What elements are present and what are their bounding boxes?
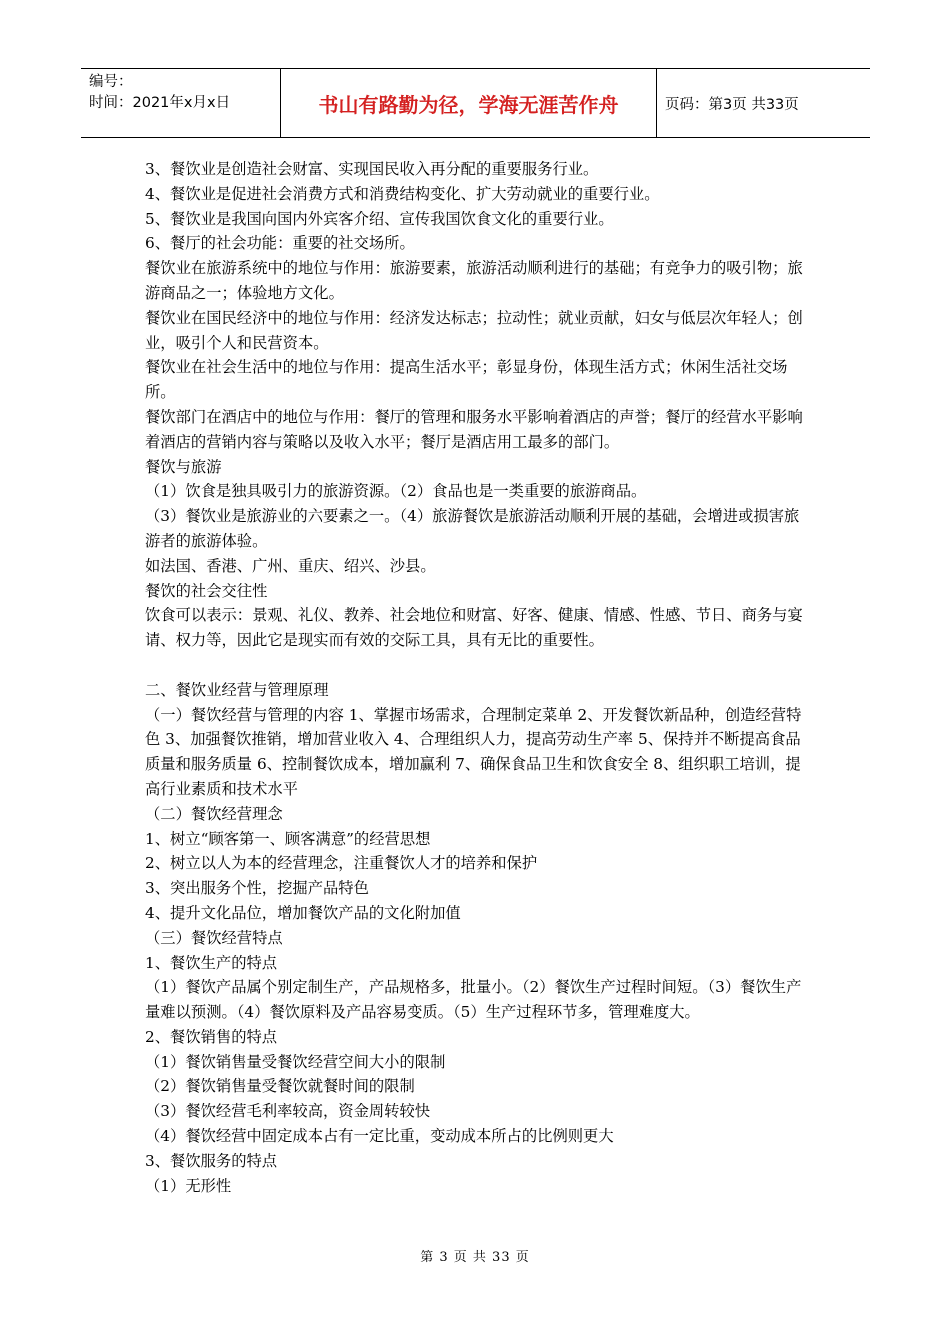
paragraph: 3、突出服务个性，挖掘产品特色 — [145, 879, 369, 898]
paragraph: （三）餐饮经营特点 — [145, 928, 283, 947]
header-meta — [81, 69, 281, 137]
time-label: 时间：2021年x月x日 — [89, 95, 231, 111]
paragraph: （一）餐饮经营与管理的内容 1、掌握市场需求，合理制定菜单 2、开发餐饮新品种，创造经营特色 3、加强餐饮推销，增加营业收入 4、合理组织人力，提高劳动生产率 5、保持并不断提高食品质量和服务质量 6、控制餐饮成本，增加赢利 7、确保食品卫生和饮食安全 8、组织职工培训，提高行业素质和技术水平 — [145, 705, 802, 798]
paragraph: 4、餐饮业是促进社会消费方式和消费结构变化、扩大劳动就业的重要行业。 — [145, 184, 660, 203]
paragraph: （2）餐饮销售量受餐饮就餐时间的限制 — [145, 1077, 415, 1096]
paragraph: （二）餐饮经营理念 — [145, 804, 283, 823]
paragraph: 餐饮部门在酒店中的地位与作用：餐厅的管理和服务水平影响着酒店的声誉；餐厅的经营水平影响着酒店的营销内容与策略以及收入水平；餐厅是酒店用工最多的部门。 — [145, 407, 803, 451]
paragraph: 饮食可以表示：景观、礼仪、教养、社会地位和财富、好客、健康、情感、性感、节日、商务与宴请、权力等，因此它是现实而有效的交际工具，具有无比的重要性。 — [145, 606, 803, 650]
paragraph: 餐饮业在国民经济中的地位与作用：经济发达标志；拉动性；就业贡献，妇女与低层次年轻人；创业，吸引个人和民营资本。 — [145, 308, 803, 352]
paragraph: （1）餐饮产品属个别定制生产，产品规格多，批量小。（2）餐饮生产过程时间短。（3）餐饮生产量难以预测。（4）餐饮原料及产品容易变质。（5）生产过程环节多，管理难度大。 — [145, 978, 802, 1022]
paragraph: 餐饮业在旅游系统中的地位与作用：旅游要素，旅游活动顺利进行的基础；有竞争力的吸引物；旅游商品之一；体验地方文化。 — [145, 259, 803, 302]
paragraph: 3、餐饮服务的特点 — [145, 1151, 278, 1170]
paragraph: 2、树立以人为本的经营理念，注重餐饮人才的培养和保护 — [145, 854, 538, 873]
paragraph: （3）餐饮业是旅游业的六要素之一。（4）旅游餐饮是旅游活动顺利开展的基础，会增进或损害旅游者的旅游体验。 — [145, 507, 800, 550]
paragraph: （1）饮食是独具吸引力的旅游资源。（2）食品也是一类重要的旅游商品。 — [145, 482, 647, 501]
number-label: 编号： — [89, 74, 133, 90]
header-page-info: 页码：第3页 共33页 — [665, 96, 799, 113]
paragraph: 1、树立“顾客第一、顾客满意”的经营思想 — [145, 829, 431, 848]
paragraph: 3、餐饮业是创造社会财富、实现国民收入再分配的重要服务行业。 — [145, 160, 599, 178]
paragraph: 2、餐饮销售的特点 — [145, 1027, 278, 1046]
paragraph: （1）餐饮销售量受餐饮经营空间大小的限制 — [145, 1052, 446, 1071]
paragraph: 如法国、香港、广州、重庆、绍兴、沙县。 — [145, 556, 436, 575]
paragraph: 餐饮与旅游 — [145, 457, 222, 476]
document-body — [145, 157, 810, 1198]
page-header — [81, 68, 870, 138]
paragraph: 餐饮业在社会生活中的地位与作用：提高生活水平；彰显身份，体现生活方式；休闲生活社交场所。 — [145, 358, 788, 402]
paragraph: 4、提升文化品位，增加餐饮产品的文化附加值 — [145, 903, 461, 922]
header-motto: 书山有路勤为径，学海无涯苦作舟 — [281, 69, 657, 137]
paragraph — [145, 653, 810, 678]
paragraph: 二、餐饮业经营与管理原理 — [145, 680, 329, 699]
paragraph: 1、餐饮生产的特点 — [145, 953, 278, 972]
paragraph: 6、餐厅的社会功能：重要的社交场所。 — [145, 234, 415, 253]
paragraph: （3）餐饮经营毛利率较高，资金周转较快 — [145, 1102, 431, 1121]
paragraph: 餐饮的社会交往性 — [145, 581, 268, 600]
paragraph: （1）无形性 — [145, 1176, 232, 1195]
paragraph: （4）餐饮经营中固定成本占有一定比重，变动成本所占的比例则更大 — [145, 1127, 614, 1146]
paragraph: 5、餐饮业是我国向国内外宾客介绍、宣传我国饮食文化的重要行业。 — [145, 209, 614, 228]
page-footer: 第 3 页 共 33 页 — [420, 1250, 530, 1265]
